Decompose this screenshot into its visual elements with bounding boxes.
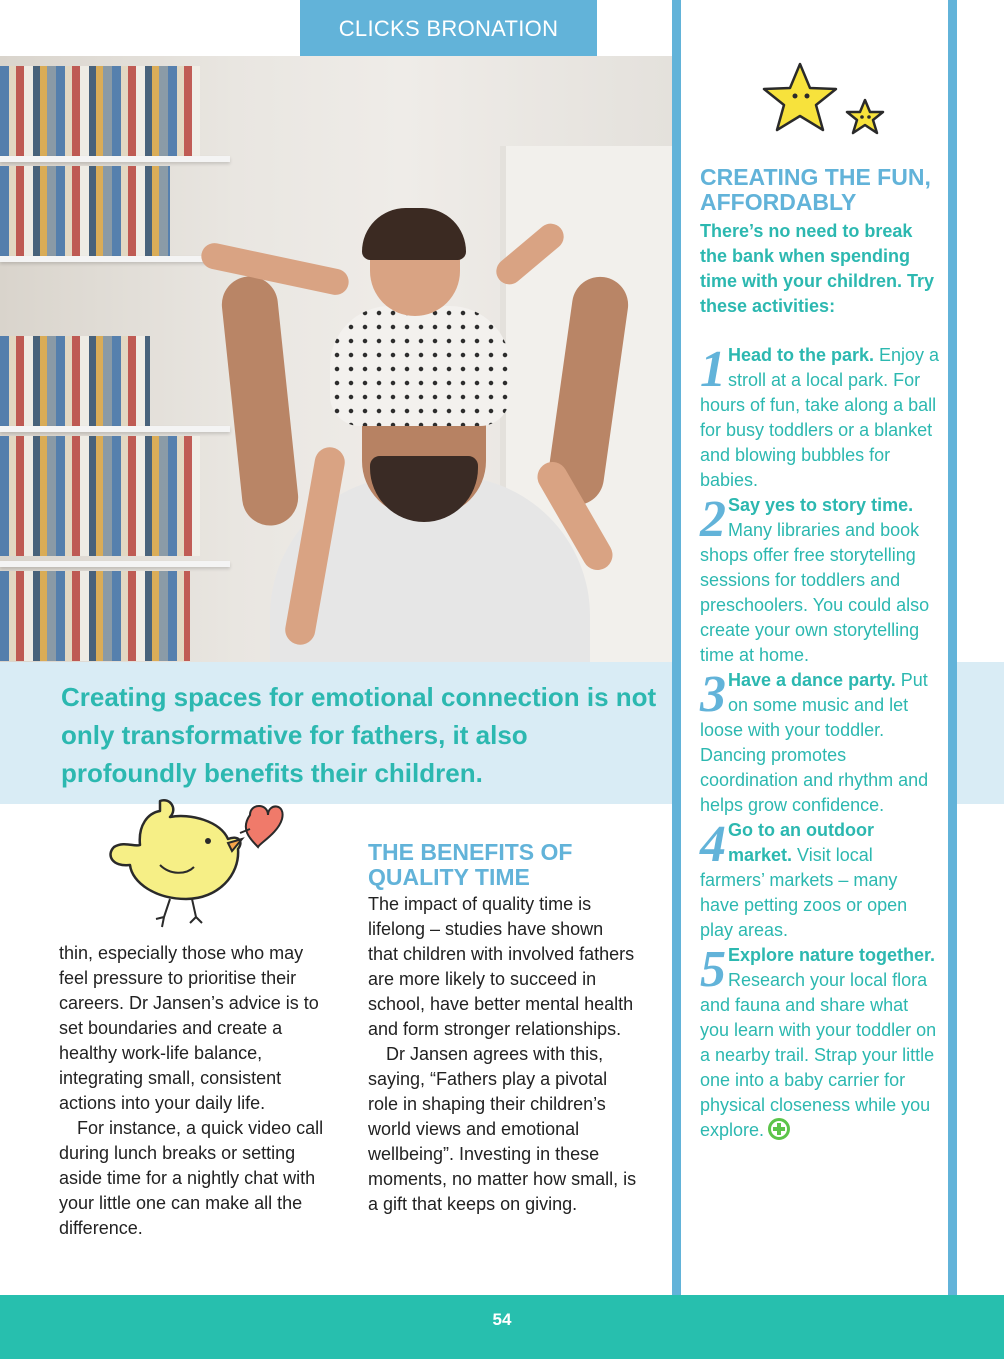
- activity-text: Research your local flora and fauna and share what you learn with your toddler on a nearby trail. Strap your little one into a baby carrier for physical closeness while you explore.: [700, 970, 937, 1140]
- body-paragraph: Dr Jansen agrees with this, saying, “Fathers play a pivotal role in shaping their children’s world views and emotional wellbeing”. Investing in these moments, no matter how small, is a gift that keeps on giving.: [368, 1044, 637, 1214]
- activity-number: 4: [700, 816, 726, 873]
- bookshelf-row: [0, 66, 200, 156]
- sidebar-heading: CREATING THE FUN, AFFORDABLY: [700, 164, 931, 215]
- shelf: [0, 426, 230, 432]
- father-child-photo: [0, 56, 672, 662]
- activity-title: Explore nature together.: [728, 945, 936, 965]
- child-body: [330, 306, 510, 426]
- section-tab-label: CLICKS BRONATION: [338, 16, 559, 41]
- sidebar-border-left: [672, 0, 681, 1295]
- activity-text: Put on some music and let loose with your toddler. Dancing promotes coordination and rhythm and helps grow confidence.: [700, 670, 929, 815]
- sidebar-border-right: [948, 0, 957, 1295]
- activity-title: Go to an outdoor market.: [728, 820, 874, 865]
- bookshelf-row: [0, 166, 170, 256]
- page-number: 54: [492, 1310, 512, 1329]
- activity-number: 1: [700, 341, 726, 398]
- section-heading: THE BENEFITS OF QUALITY TIME: [368, 839, 573, 890]
- left-column: [59, 941, 329, 1241]
- body-paragraph: For instance, a quick video call during lunch breaks or setting aside time for a nightly chat with your little one can make all the difference.: [59, 1118, 324, 1238]
- bookshelf-row: [0, 336, 150, 426]
- activity-item: [700, 493, 940, 668]
- middle-column: [368, 840, 638, 1217]
- father-left-arm: [219, 274, 301, 528]
- activity-item: [700, 668, 940, 818]
- activity-item: [700, 343, 940, 493]
- activity-text: Enjoy a stroll at a local park. For hours of fun, take along a ball for busy toddlers or a blanket and blowing bubbles for babies.: [700, 345, 940, 490]
- body-paragraph: thin, especially those who may feel pressure to prioritise their careers. Dr Jansen’s advice is to set boundaries and create a healthy work-life balance, integrating small, consistent actions into your daily life.: [59, 943, 319, 1113]
- bird-heart-icon: [100, 795, 285, 935]
- bookshelf-row: [0, 571, 190, 661]
- activity-item: [700, 943, 940, 1143]
- body-paragraph: The impact of quality time is lifelong – studies have shown that children with involved fathers are more likely to succeed in school, have better mental health and form stronger relationships.: [368, 894, 635, 1039]
- pull-quote-band-edge: [957, 662, 1004, 804]
- pull-quote: Creating spaces for emotional connection is not only transformative for fathers, it also profoundly benefits their children.: [61, 682, 657, 788]
- bookshelf-row: [0, 436, 200, 556]
- activity-item: [700, 818, 940, 943]
- activity-title: Say yes to story time.: [728, 495, 914, 515]
- child-left-arm: [199, 241, 351, 298]
- shelf: [0, 561, 230, 567]
- plus-circle-icon: [768, 1118, 790, 1140]
- section-tab: [300, 0, 597, 58]
- stars-icon: [760, 62, 890, 142]
- shelf: [0, 256, 230, 262]
- shelf: [0, 156, 230, 162]
- activity-title: Have a dance party.: [728, 670, 896, 690]
- activity-number: 5: [700, 941, 726, 998]
- activity-number: 2: [700, 491, 726, 548]
- child-hair: [362, 208, 466, 260]
- sidebar-intro: There’s no need to break the bank when spending time with your children. Try these activities:: [700, 221, 935, 316]
- activity-list: [700, 343, 940, 1143]
- activity-title: Head to the park.: [728, 345, 875, 365]
- activity-text: Many libraries and book shops offer free storytelling sessions for toddlers and preschoolers. You could also create your own storytelling time at home.: [700, 520, 930, 665]
- activity-text: Visit local farmers’ markets – many have petting zoos or open play areas.: [700, 845, 908, 940]
- activity-number: 3: [700, 666, 726, 723]
